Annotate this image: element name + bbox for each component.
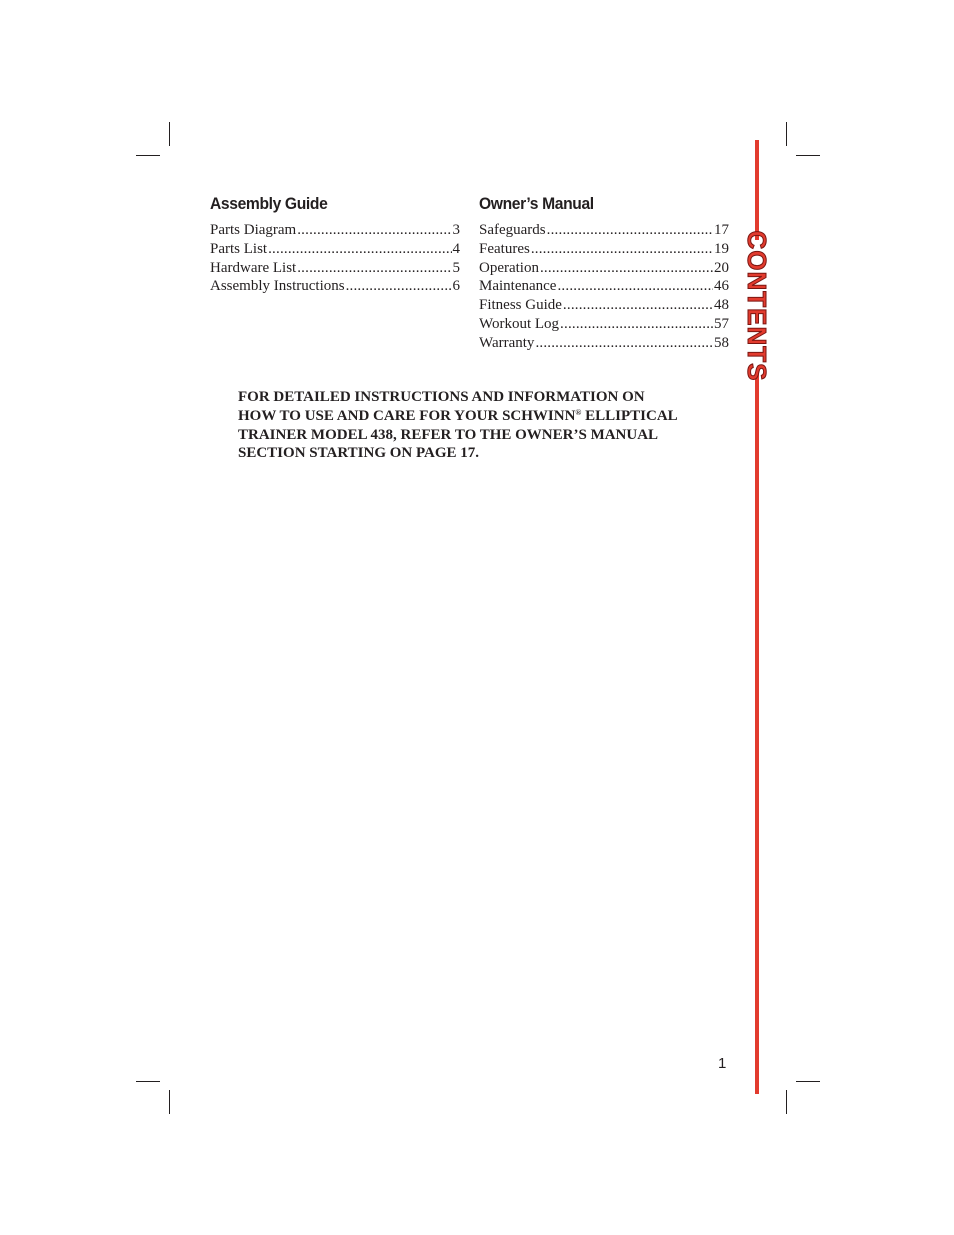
toc-entry-label: Features [479,240,530,257]
toc-entry-maintenance[interactable] [479,277,729,296]
toc-entry-operation[interactable] [479,259,729,278]
toc-entry-label: Maintenance [479,278,557,295]
crop-mark-bottom-left-horizontal [136,1081,160,1082]
dot-leader [540,259,713,278]
toc-entry-workout-log[interactable] [479,315,729,334]
toc-entry-hardware-list[interactable] [210,259,460,278]
toc-entry-page: 46 [714,278,729,295]
crop-mark-top-right-vertical [786,122,787,146]
side-rule-bottom [755,372,759,1094]
dot-leader [547,221,713,240]
dot-leader [297,221,451,240]
dot-leader [557,277,713,296]
dot-leader [535,334,713,353]
toc-entry-page: 4 [452,240,460,257]
dot-leader [268,240,451,259]
owners-manual-list [479,221,729,353]
toc-entry-page: 57 [714,315,729,332]
crop-mark-top-right-horizontal [796,155,820,156]
toc-entry-page: 48 [714,297,729,314]
notice-line-1: FOR DETAILED INSTRUCTIONS AND INFORMATION ON [238,389,645,405]
toc-entry-label: Warranty [479,334,535,351]
dot-leader [560,315,713,334]
notice-line-2-text: HOW TO USE AND CARE FOR YOUR SCHWINN [238,407,576,424]
toc-entry-label: Hardware List [210,259,297,276]
toc-entry-page: 6 [452,278,460,295]
assembly-guide-title: Assembly Guide [210,194,328,213]
toc-entry-page: 20 [714,259,729,276]
toc-entry-assembly-instructions[interactable] [210,277,460,296]
toc-entry-parts-diagram[interactable] [210,221,460,240]
crop-mark-bottom-right-horizontal [796,1081,820,1082]
dot-leader [346,277,452,296]
toc-entry-parts-list[interactable] [210,240,460,259]
toc-entry-label: Assembly Instructions [210,278,345,295]
crop-mark-top-left-horizontal [136,155,160,156]
crop-mark-bottom-right-vertical [786,1090,787,1114]
toc-entry-label: Operation [479,259,539,276]
contents-side-label: CONTENTS [742,230,772,382]
toc-entry-label: Safeguards [479,222,546,238]
notice-line-4: SECTION STARTING ON PAGE 17. [238,445,480,462]
toc-entry-page: 17 [714,222,729,238]
toc-entry-page: 5 [452,259,460,276]
side-rule-top [755,140,759,240]
toc-entry-fitness-guide[interactable] [479,296,729,315]
notice-line-2-text-end: ELLIPTICAL [581,407,678,424]
dot-leader [297,259,451,278]
toc-entry-page: 3 [452,222,460,238]
crop-mark-bottom-left-vertical [169,1090,170,1114]
dot-leader [531,240,713,259]
toc-entry-page: 19 [714,240,729,257]
toc-entry-page: 58 [714,334,729,351]
assembly-guide-list [210,221,460,296]
crop-mark-top-left-vertical [169,122,170,146]
registered-trademark-mark: ® [575,407,582,417]
dot-leader [563,296,713,315]
owners-manual-section [479,193,729,353]
toc-entry-features[interactable] [479,240,729,259]
toc-entry-safeguards[interactable] [479,221,729,240]
toc-entry-warranty[interactable] [479,334,729,353]
owners-manual-notice [238,388,718,463]
notice-line-3: TRAINER MODEL 438, REFER TO THE OWNER’S MANUAL [238,426,659,443]
owners-manual-title: Owner’s Manual [479,194,594,213]
page-number: 1 [718,1055,727,1072]
notice-line-2 [238,407,718,426]
toc-entry-label: Workout Log [479,315,560,332]
toc-entry-label: Parts List [210,240,268,257]
assembly-guide-section [210,193,460,296]
toc-entry-label: Fitness Guide [479,297,562,314]
toc-entry-label: Parts Diagram [210,222,297,238]
